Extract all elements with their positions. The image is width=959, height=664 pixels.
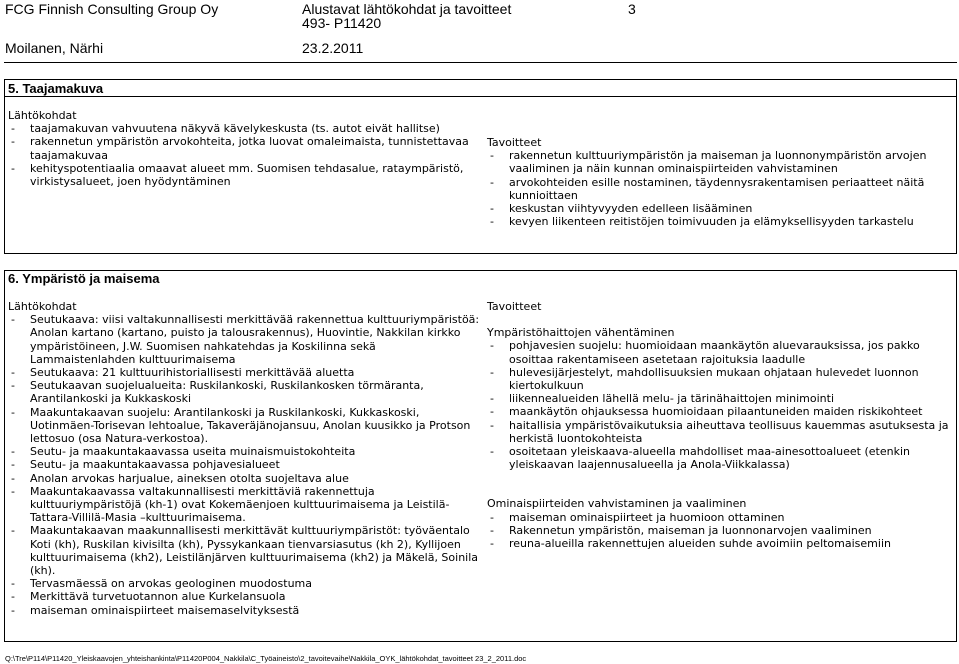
page-number: 3 (628, 1, 636, 17)
characteristics-preservation-title: Ominaispiirteiden vahvistaminen ja vaaliminen (487, 497, 747, 511)
characteristics-preservation-list (487, 511, 953, 551)
list-item: - rakennetun ympäristön arvokohteita, jotka luovat omaleimaista, tunnistettavaa taajamakuvaa (8, 135, 478, 161)
list-item: - kehityspotentiaalia omaavat alueet mm. Suomisen tehdasalue, rataympäristö, virkistysalueet, joen hyödyntäminen (8, 162, 478, 188)
list-item: - maiseman ominaispiirteet maisemaselvityksestä (8, 604, 483, 617)
environment-harm-reduction-list (487, 339, 953, 471)
section-6-left-label: Lähtökohdat (8, 300, 77, 313)
list-item: - osoitetaan yleiskaava-alueella mahdolliset maa-ainesottoalueet (etenkin yleiskaavan laajennusalueella ja Anola-Viikkalassa) (487, 445, 953, 471)
list-item: - arvokohteiden esille nostaminen, täydennysrakentamisen periaatteet näitä kunnioittaen (487, 176, 953, 202)
list-item: - Maakuntakaavan suojelu: Arantilankoski ja Ruskilankoski, Kukkaskoski, Uotinmäen-Torisevan lehtoalue, Takaveräjänojansuu, Anolan kuusikko ja Protson lettosuo (osa Natura-verkostoa). (8, 406, 483, 446)
list-item: - Maakuntakaavan maakunnallisesti merkittävät kulttuuriympäristöt: työväentalo Koti (kh), Ruskilan kivisilta (kh), Pyssykankaan tienvarsiasutus (kh 2), Kyllijoen kulttuurimaisema (kh2), Leistilänjärven kulttuurimaisema (kh2) ja Mäkelä, Soinila (kh). (8, 524, 483, 577)
list-item: - Anolan arvokas harjualue, aineksen otolta suojeltava alue (8, 472, 483, 485)
list-item: - Seutukaava: 21 kulttuurihistoriallisesti merkittävää aluetta (8, 366, 483, 379)
list-item: - Seutu- ja maakuntakaavassa useita muinaismuistokohteita (8, 445, 483, 458)
document-title: Alustavat lähtökohdat ja tavoitteet (302, 1, 512, 17)
list-item: - Rakennetun ympäristön, maiseman ja luonnonarvojen vaaliminen (487, 524, 953, 537)
section-5-left-column (8, 109, 478, 188)
section-5-right-column (487, 136, 953, 228)
list-item: - reuna-alueilla rakennettujen alueiden suhde avoimiin peltomaisemiin (487, 537, 953, 550)
list-item: - Seutukaava: viisi valtakunnallisesti merkittävää rakennettua kulttuuriympäristöä: Anolan kartano (kartano, puisto ja talousrakennus), Huovintie, Nakkilan kirkko ympäristöineen, J.W. Suomisen nahkatehdas ja Koskilinna sekä Lammaistenlahden kulttuurimaisema (8, 313, 483, 366)
spacer (487, 471, 953, 484)
file-path-footer: Q:\Tre\P114\P11420_Yleiskaavojen_yhteishankinta\P11420P004_Nakkila\C_Työaineisto\2_tavoitevaihe\Nakkila_OYK_lähtökohdat_tavoitteet 23_2_2011.doc (5, 654, 527, 663)
section-5-right-list (487, 149, 953, 228)
environment-harm-reduction-title: Ympäristöhaittojen vähentäminen (487, 326, 675, 340)
document-date: 23.2.2011 (302, 40, 364, 56)
header-divider (4, 62, 957, 63)
spacer (487, 484, 953, 497)
section-6-title: 6. Ympäristö ja maisema (8, 271, 160, 286)
project-number: 493- P11420 (302, 15, 382, 31)
company-name: FCG Finnish Consulting Group Oy (5, 1, 219, 17)
section-6-right-column (487, 300, 953, 550)
list-item: - maankäytön ohjauksessa huomioidaan pilaantuneiden maiden riskikohteet (487, 405, 953, 418)
list-item: - haitallisia ympäristövaikutuksia aiheuttava teollisuus kauemmas asutuksesta ja herkistä luontokohteista (487, 419, 953, 445)
list-item: - keskustan viihtyvyyden edelleen lisääminen (487, 202, 953, 215)
list-item: - Tervasmäessä on arvokas geologinen muodostuma (8, 577, 483, 590)
section-5-left-list (8, 122, 478, 188)
section-6-right-label: Tavoitteet (487, 300, 542, 313)
section-5-left-label: Lähtökohdat (8, 109, 77, 122)
section-5-title: 5. Taajamakuva (8, 81, 104, 96)
list-item: - taajamakuvan vahvuutena näkyvä kävelykeskusta (ts. autot eivät hallitse) (8, 122, 478, 135)
list-item: - pohjavesien suojelu: huomioidaan maankäytön aluevarauksissa, jos pakko osoittaa rakentamiseen asetetaan rajoituksia laadulle (487, 339, 953, 365)
authors: Moilanen, Närhi (5, 40, 104, 56)
list-item: - Maakuntakaavassa valtakunnallisesti merkittäviä rakennettuja kulttuuriympäristöjä (kh-1) ovat Kokemäenjoen kulttuurimaisema ja Leistilä-Tattara-Villilä-Masia –kulttuurimaisema. (8, 485, 483, 525)
list-item: - Seutukaavan suojelualueita: Ruskilankoski, Ruskilankosken törmäranta, Arantilankoski ja Kukkaskoski (8, 379, 483, 405)
list-item: - hulevesijärjestelyt, mahdollisuuksien mukaan ohjataan hulevedet luonnon kiertokulkuun (487, 366, 953, 392)
section-6-left-column (8, 300, 483, 617)
list-item: - Seutu- ja maakuntakaavassa pohjavesialueet (8, 458, 483, 471)
list-item: - rakennetun kulttuuriympäristön ja maiseman ja luonnonympäristön arvojen vaaliminen ja näin kunnan ominaispiirteiden vahvistaminen (487, 149, 953, 175)
list-item: - liikennealueiden lähellä melu- ja tärinähaittojen minimointi (487, 392, 953, 405)
list-item: - maiseman ominaispiirteet ja huomioon ottaminen (487, 511, 953, 524)
list-item: - kevyen liikenteen reitistöjen toimivuuden ja elämyksellisyyden tarkastelu (487, 215, 953, 228)
section-6-left-list (8, 313, 483, 617)
spacer (487, 313, 953, 326)
section-5-title-rule (4, 96, 957, 97)
section-5-right-label: Tavoitteet (487, 136, 542, 149)
list-item: - Merkittävä turvetuotannon alue Kurkelansuola (8, 590, 483, 603)
